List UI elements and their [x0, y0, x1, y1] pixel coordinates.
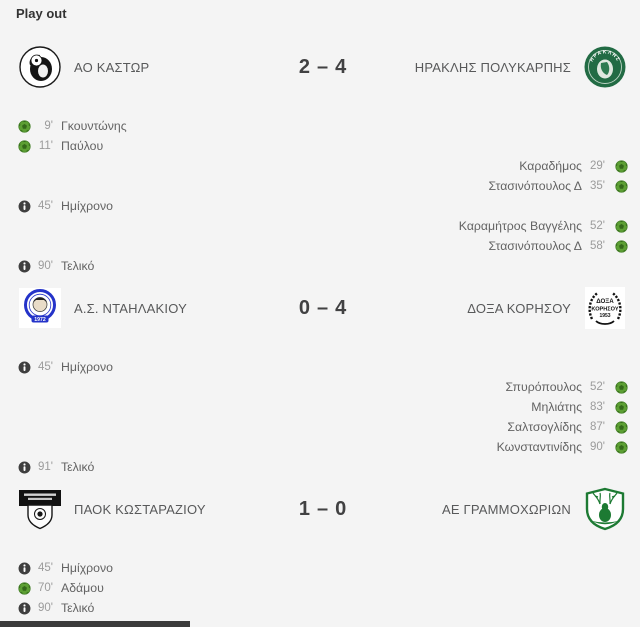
match-section	[0, 286, 640, 477]
event-label: Σπυρόπουλος	[505, 380, 582, 394]
event-row	[0, 236, 640, 256]
event-row	[0, 397, 640, 417]
away-team-name: ΗΡΑΚΛΗΣ ΠΟΛΥΚΑΡΠΗΣ	[414, 59, 571, 75]
info-icon	[18, 602, 31, 615]
event-minute: 11'	[38, 140, 53, 152]
event-label: Τελικό	[61, 259, 95, 273]
event-label: Ημίχρονο	[61, 561, 113, 575]
info-icon	[18, 260, 31, 273]
page-title: Play out	[16, 6, 67, 21]
away-score: 0	[335, 497, 347, 520]
event-row	[0, 558, 640, 578]
event-minute: 90'	[38, 260, 53, 272]
event-minute: 52'	[590, 220, 605, 232]
event-minute: 45'	[38, 200, 53, 212]
home-team-logo-ntailakiou-crest	[18, 286, 62, 330]
away-team-name: ΑΕ ΓΡΑΜΜΟΧΩΡΙΩΝ	[441, 501, 571, 517]
match-row[interactable]	[0, 286, 640, 330]
event-minute: 90'	[38, 602, 53, 614]
info-icon	[18, 461, 31, 474]
score-separator: –	[316, 55, 329, 78]
home-team-logo-paok-crest	[18, 487, 62, 531]
event-row	[0, 377, 640, 397]
event-label: Τελικό	[61, 601, 95, 615]
goal-ball-icon	[615, 220, 628, 233]
goal-ball-icon	[615, 240, 628, 253]
event-label: Καραδήμος	[519, 159, 582, 173]
goal-ball-icon	[18, 140, 31, 153]
away-score: 4	[335, 296, 347, 319]
home-team-name: ΑΟ ΚΑΣΤΩΡ	[74, 59, 150, 75]
score	[299, 297, 346, 320]
event-label: Αδάμου	[61, 581, 104, 595]
event-row	[0, 136, 640, 156]
doxa-text-line2: ΚΟΡΗΣΟΥ	[591, 306, 619, 313]
ntailakiou-year-text: 1972	[34, 317, 46, 323]
event-minute: 58'	[590, 240, 605, 252]
event-minute: 83'	[590, 401, 605, 413]
event-minute: 29'	[590, 160, 605, 172]
home-team	[18, 487, 299, 531]
goal-ball-icon	[615, 160, 628, 173]
event-label: Κωνσταντινίδης	[496, 440, 582, 454]
event-minute: 52'	[590, 381, 605, 393]
away-team	[346, 45, 627, 89]
home-score: 0	[298, 296, 310, 319]
event-label: Γκουντώνης	[61, 119, 127, 133]
goal-ball-icon	[615, 441, 628, 454]
event-row	[0, 156, 640, 176]
info-icon	[18, 562, 31, 575]
event-minute: 45'	[38, 361, 53, 373]
event-minute: 9'	[44, 120, 53, 132]
home-team-logo-kastor-crest	[18, 45, 62, 89]
goal-ball-icon	[615, 401, 628, 414]
score	[299, 56, 346, 79]
doxa-text-line1: ΔΟΞΑ	[596, 298, 614, 305]
info-icon	[18, 361, 31, 374]
event-row	[0, 598, 640, 618]
event-row	[0, 417, 640, 437]
iraklis-arc-text: ΗΡΑΚΛΗΣ	[588, 49, 622, 64]
event-label: Στασινόπουλος Δ	[488, 239, 582, 253]
match-events	[0, 357, 640, 477]
event-minute: 70'	[38, 582, 53, 594]
match-row[interactable]	[0, 487, 640, 531]
event-label: Μηλιάτης	[531, 400, 582, 414]
event-row	[0, 437, 640, 457]
score	[299, 498, 346, 521]
score-separator: –	[316, 497, 329, 520]
home-score: 1	[298, 497, 310, 520]
event-minute: 91'	[38, 461, 53, 473]
event-label: Ημίχρονο	[61, 199, 113, 213]
home-team	[18, 45, 299, 89]
match-events	[0, 558, 640, 618]
away-team	[346, 286, 627, 330]
event-row	[0, 256, 640, 276]
goal-ball-icon	[18, 582, 31, 595]
home-team-name: Α.Σ. ΝΤΑΗΛΑΚΙΟΥ	[74, 300, 187, 316]
event-minute: 90'	[590, 441, 605, 453]
goal-ball-icon	[615, 381, 628, 394]
goal-ball-icon	[615, 421, 628, 434]
away-score: 4	[335, 55, 347, 78]
away-team-name: ΔΟΞΑ ΚΟΡΗΣΟΥ	[467, 300, 571, 316]
event-minute: 35'	[590, 180, 605, 192]
event-row	[0, 116, 640, 136]
goal-ball-icon	[18, 120, 31, 133]
event-row	[0, 196, 640, 216]
event-label: Στασινόπουλος Δ	[488, 179, 582, 193]
home-score: 2	[298, 55, 310, 78]
match-events	[0, 116, 640, 276]
event-row	[0, 176, 640, 196]
away-team-logo-iraklis-crest	[583, 45, 627, 89]
doxa-year-text: 1953	[599, 313, 611, 319]
info-icon	[18, 200, 31, 213]
event-label: Καραμήτρος Βαγγέλης	[458, 219, 582, 233]
away-team	[346, 487, 627, 531]
match-row[interactable]	[0, 45, 640, 89]
event-row	[0, 457, 640, 477]
event-row	[0, 578, 640, 598]
event-minute: 87'	[590, 421, 605, 433]
event-label: Ημίχρονο	[61, 360, 113, 374]
score-separator: –	[316, 296, 329, 319]
home-team	[18, 286, 299, 330]
event-label: Σαλτσογλίδης	[507, 420, 582, 434]
match-section	[0, 487, 640, 618]
away-team-logo-grammochorion-crest	[583, 487, 627, 531]
event-label: Παύλου	[61, 139, 104, 153]
footer-bar-partial	[0, 621, 190, 627]
event-row	[0, 216, 640, 236]
event-minute: 45'	[38, 562, 53, 574]
event-row	[0, 357, 640, 377]
away-team-logo-doxa-crest	[583, 286, 627, 330]
home-team-name: ΠΑΟΚ ΚΩΣΤΑΡΑΖΙΟΥ	[74, 501, 206, 517]
match-section	[0, 45, 640, 276]
event-label: Τελικό	[61, 460, 95, 474]
goal-ball-icon	[615, 180, 628, 193]
